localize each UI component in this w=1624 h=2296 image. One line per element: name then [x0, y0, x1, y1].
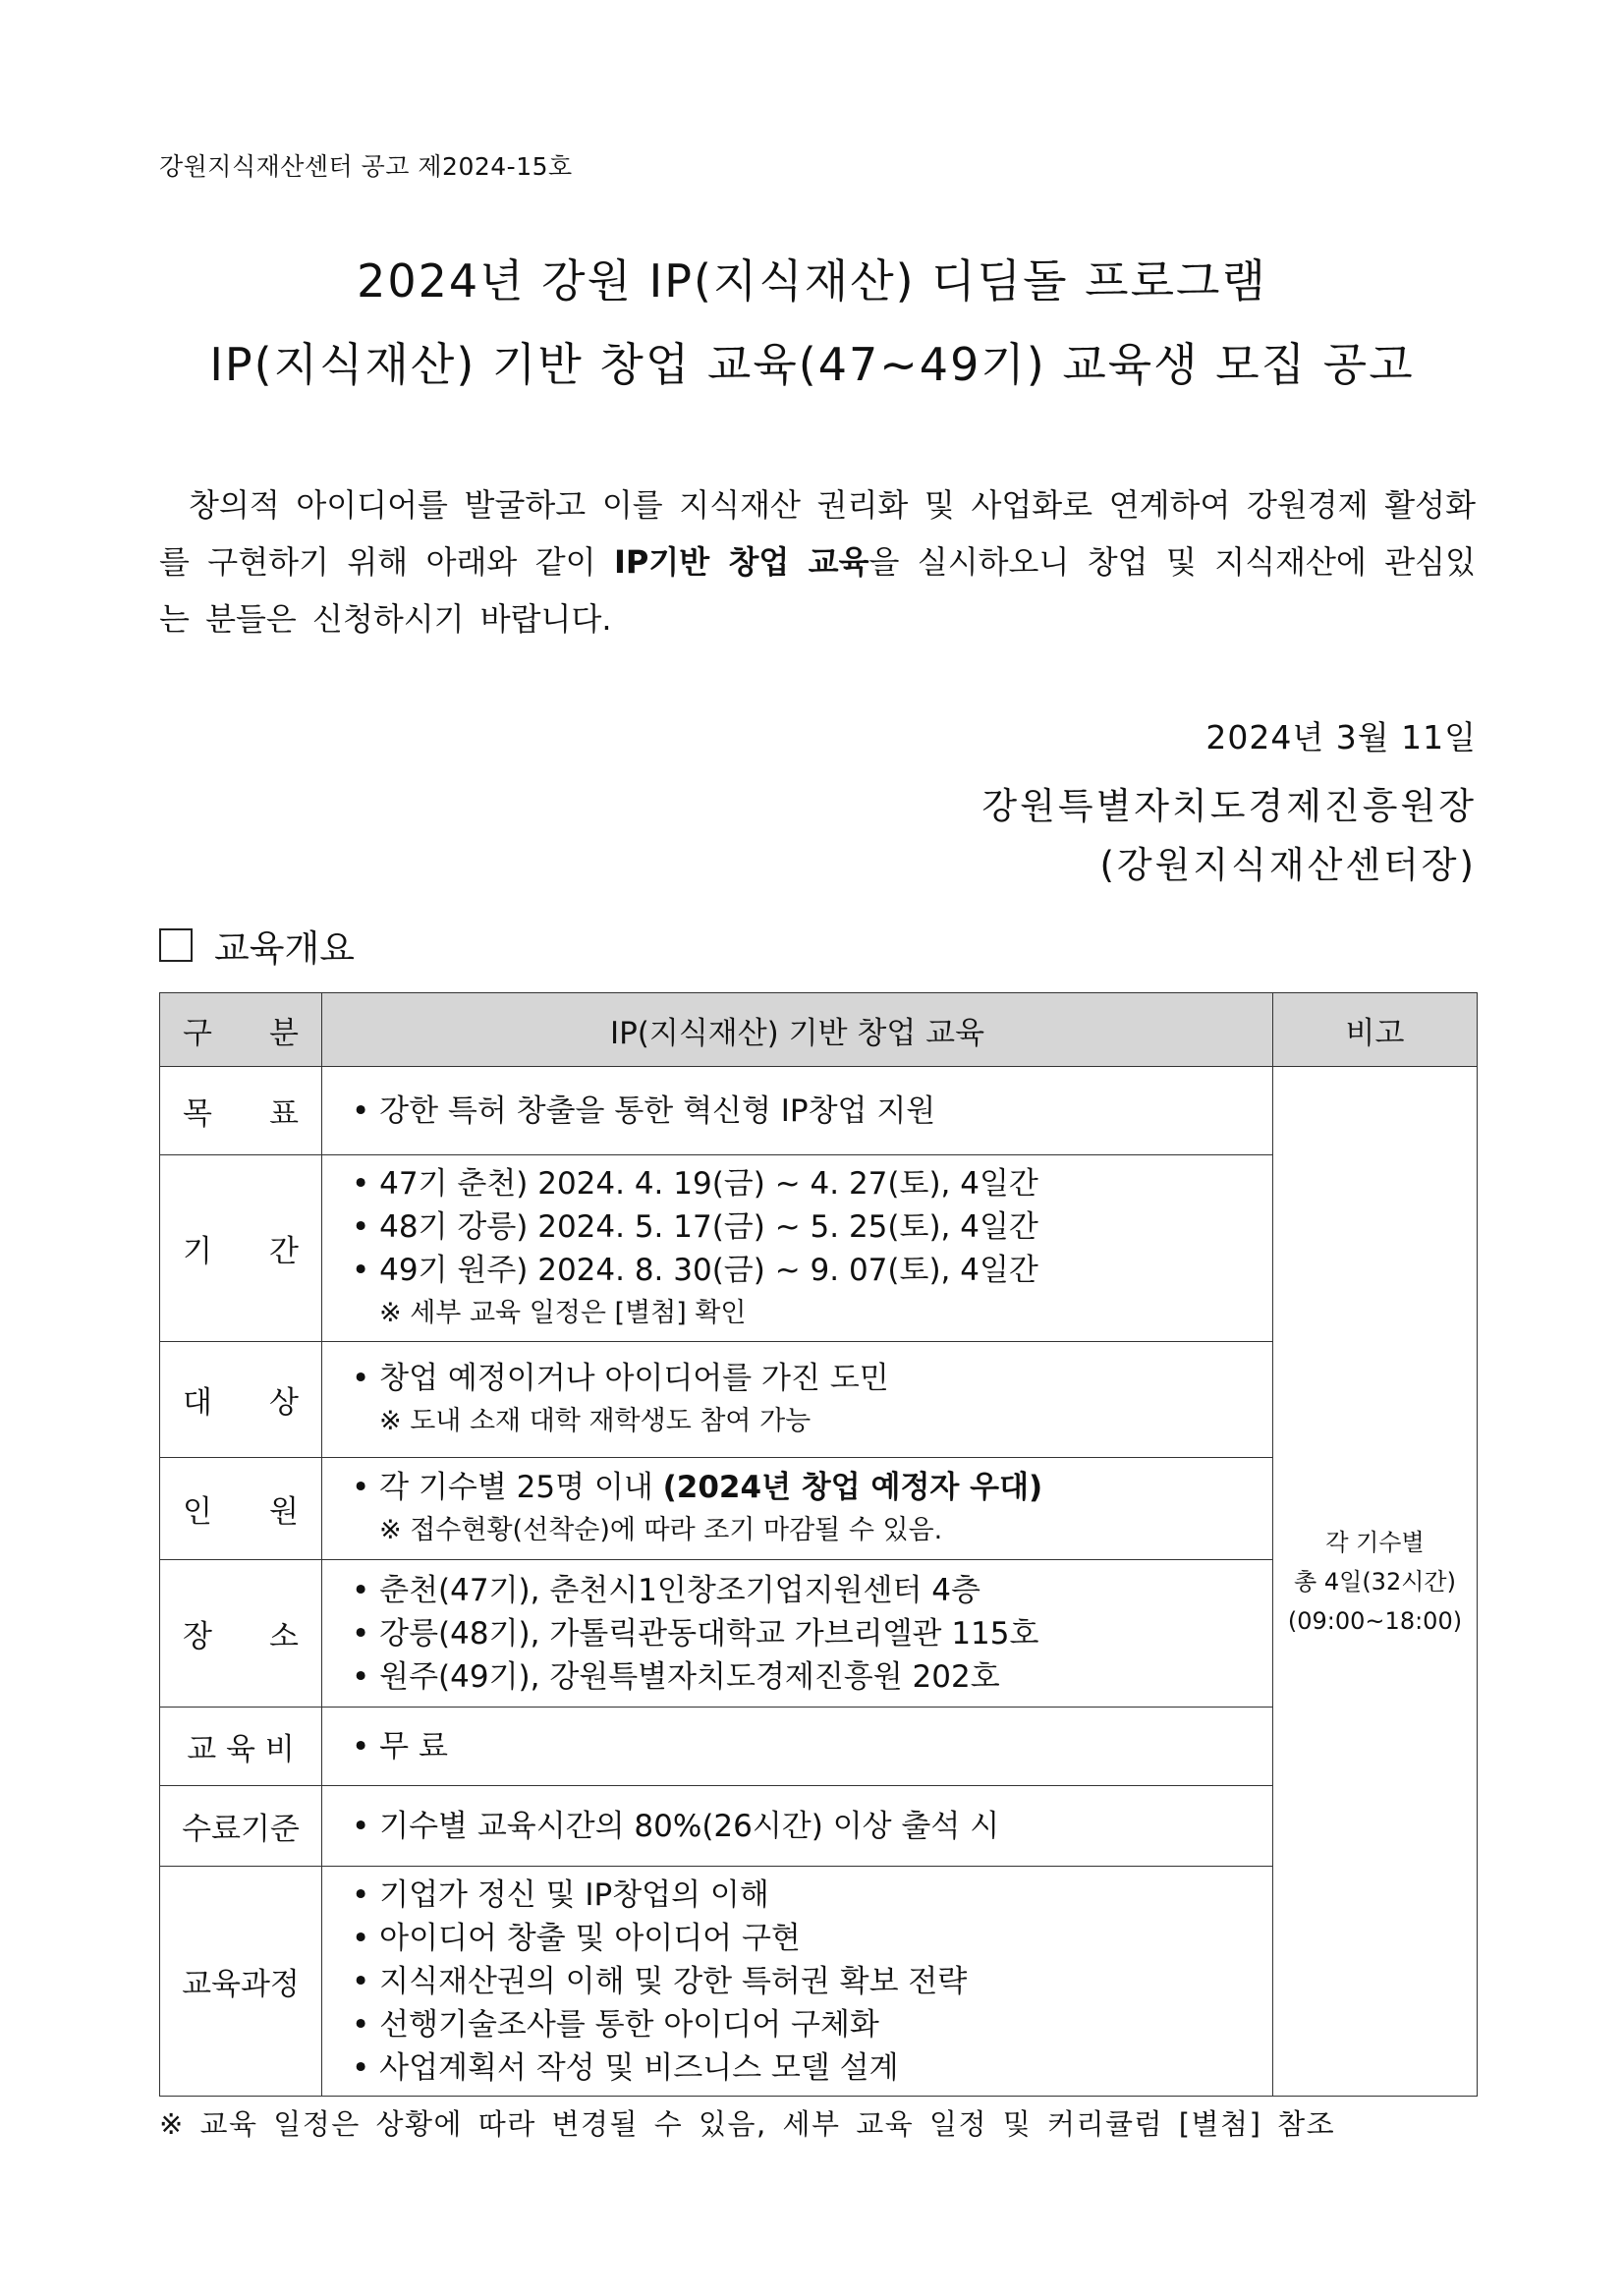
label-goal-b: 표: [269, 1096, 299, 1132]
title-line-2: IP(지식재산) 기반 창업 교육(47~49기) 교육생 모집 공고: [209, 338, 1415, 391]
list-item: • 48기 강릉) 2024. 5. 17(금) ~ 5. 25(토), 4일간: [352, 1205, 1272, 1249]
people-count: 각 기수별 25명 이내: [379, 1469, 663, 1505]
list-item: • 원주(49기), 강원특별자치도경제진흥원 202호: [352, 1655, 1272, 1699]
row-content-completion: [322, 1786, 1273, 1867]
list-item: [352, 1466, 1272, 1509]
label-target-b: 상: [269, 1385, 299, 1421]
organization-subname: (강원지식재산센터장): [1099, 844, 1477, 886]
list-item: • 춘천(47기), 춘천시1인창조기업지원센터 4층: [352, 1569, 1272, 1612]
notice-date: 2024년 3월 11일: [1205, 718, 1477, 756]
label-people-a: 인: [183, 1494, 212, 1530]
notice-number: 강원지식재산센터 공고 제2024-15호: [159, 152, 573, 181]
label-period-b: 간: [269, 1234, 299, 1269]
label-place-a: 장: [183, 1619, 212, 1654]
intro-text-2: 을 실시하오니 창업 및 지식재산에 관심있는 분들은 신청하시기 바랍니다.: [159, 543, 1476, 638]
header-remark: 비고: [1273, 993, 1478, 1067]
list-item: • 49기 원주) 2024. 8. 30(금) ~ 9. 07(토), 4일간: [352, 1249, 1272, 1292]
organization-name: 강원특별자치도경제진흥원장: [981, 785, 1477, 827]
list-item: • 기업가 정신 및 IP창업의 이해: [352, 1874, 1272, 1917]
label-people-b: 원: [269, 1494, 299, 1530]
row-label-fee: 교 육 비: [160, 1708, 322, 1786]
label-period-a: 기: [183, 1234, 212, 1269]
row-label-goal: [160, 1067, 322, 1155]
row-label-target: [160, 1342, 322, 1458]
remark-cell: [1273, 1067, 1478, 2097]
remark-line-3: (09:00~18:00): [1287, 1606, 1463, 1635]
intro-text-1: 창의적 아이디어를 발굴하고 이를 지식재산 권리화 및 사업화로 연계하여 강원경제 활성화를 구현하기 위해 아래와 같이: [159, 486, 1476, 581]
list-item: • 아이디어 창출 및 아이디어 구현: [352, 1917, 1272, 1960]
list-item: • 창업 예정이거나 아이디어를 가진 도민: [352, 1357, 1272, 1400]
header-category-b: 분: [269, 1015, 299, 1051]
list-item: • 지식재산권의 이해 및 강한 특허권 확보 전략: [352, 1960, 1272, 2003]
remark-line-2: 총 4일(32시간): [1294, 1567, 1456, 1596]
row-content-goal: [322, 1067, 1273, 1155]
checkbox-square-icon: [159, 928, 193, 962]
table-row-goal: [160, 1067, 1478, 1155]
list-item: • 선행기술조사를 통한 아이디어 구체화: [352, 2003, 1272, 2046]
row-content-place: [322, 1560, 1273, 1708]
header-program: IP(지식재산) 기반 창업 교육: [322, 993, 1273, 1067]
people-note: ※ 접수현황(선착순)에 따라 조기 마감될 수 있음.: [379, 1514, 943, 1545]
row-content-target: [322, 1342, 1273, 1458]
list-item: • 강한 특허 창출을 통한 혁신형 IP창업 지원: [352, 1090, 1272, 1133]
target-note: ※ 도내 소재 대학 재학생도 참여 가능: [379, 1405, 812, 1436]
row-content-fee: [322, 1708, 1273, 1786]
section-heading: [159, 919, 355, 972]
row-label-course: 교육과정: [160, 1867, 322, 2097]
row-label-place: [160, 1560, 322, 1708]
intro-paragraph: [159, 476, 1476, 647]
header-category-a: 구: [183, 1015, 212, 1051]
section-title: 교육개요: [214, 927, 355, 970]
period-note: ※ 세부 교육 일정은 [별첨] 확인: [379, 1297, 747, 1328]
row-content-people: [322, 1458, 1273, 1560]
list-item: • 기수별 교육시간의 80%(26시간) 이상 출석 시: [352, 1805, 1272, 1848]
remark-line-1: 각 기수별: [1325, 1528, 1425, 1556]
list-item: • 무 료: [352, 1725, 1272, 1768]
row-content-course: [322, 1867, 1273, 2097]
label-target-a: 대: [183, 1385, 212, 1421]
overview-table: [159, 992, 1478, 2097]
table-header-row: [160, 993, 1478, 1067]
label-goal-a: 목: [183, 1096, 212, 1132]
list-item: • 사업계획서 작성 및 비즈니스 모델 설계: [352, 2046, 1272, 2090]
label-place-b: 소: [269, 1619, 299, 1654]
footer-note: ※ 교육 일정은 상황에 따라 변경될 수 있음, 세부 교육 일정 및 커리큘럼 [별첨] 참조: [159, 2107, 1336, 2141]
header-category: [160, 993, 322, 1067]
intro-bold: IP기반 창업 교육: [613, 543, 869, 581]
list-item: • 47기 춘천) 2024. 4. 19(금) ~ 4. 27(토), 4일간: [352, 1162, 1272, 1205]
list-item: • 강릉(48기), 가톨릭관동대학교 가브리엘관 115호: [352, 1612, 1272, 1655]
row-content-period: [322, 1155, 1273, 1342]
row-label-period: [160, 1155, 322, 1342]
row-label-people: [160, 1458, 322, 1560]
people-preference: (2024년 창업 예정자 우대): [662, 1469, 1043, 1505]
row-label-completion: 수료기준: [160, 1786, 322, 1867]
title-line-1: 2024년 강원 IP(지식재산) 디딤돌 프로그램: [357, 254, 1267, 308]
